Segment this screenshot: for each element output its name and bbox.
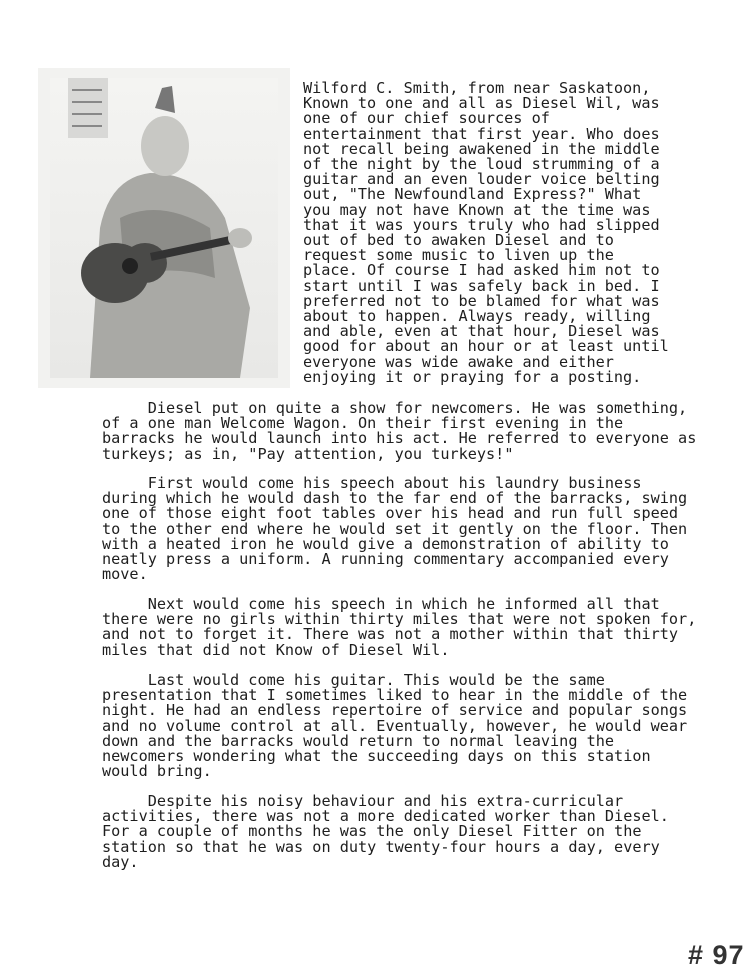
paragraph-laundry: First would come his speech about his laundry business during which he would dash to the far end of the barracks, swing one of those eight foot tables over his head and run full speed to the other end where he would set it gently on the floor. Then with a heated iron he would give a demonstration of ability to neatly press a uniform. A running commentary accompanied every move. (102, 474, 688, 584)
photo-man-with-guitar (38, 68, 290, 388)
page-number: # 97 (688, 940, 745, 970)
paragraph-girls: Next would come his speech in which he informed all that there were no girls within thirty miles that were not spoken for, and not to forget it. There was not a mother within that thirty miles that did not Know of Diesel Wil. (102, 595, 697, 659)
photo-image (50, 78, 278, 378)
paragraph-dedication: Despite his noisy behaviour and his extra-curricular activities, there was not a more dedicated worker than Diesel. For a couple of months he was the only Diesel Fitter on the station so that he was on duty twenty-four hours a day, every day. (102, 792, 669, 871)
intro-paragraph: Wilford C. Smith, from near Saskatoon, Known to one and all as Diesel Wil, was one of our chief sources of entertainment that first year. Who does not recall being awakened in the middle of the night by the loud strumming of a guitar and an even louder voice belting out, "The Newfoundland Express?" What you may not have Known at the time was that it was yours truly who had slipped out of bed to awaken Diesel and to request some music to liven up the place. Of course I had asked him not to start until I was safely back in bed. I preferred not to be blamed for what was about to happen. Always ready, willing and able, even at that hour, Diesel was good for about an hour or at least until everyone was wide awake and either enjoying it or praying for a posting. (303, 79, 669, 386)
paragraph-guitar: Last would come his guitar. This would be the same presentation that I sometimes liked to hear in the middle of the night. He had an endless repertoire of service and popular songs and no volume control at all. Eventually, however, he would wear down and the barracks would return to normal leaving the newcomers wondering what the succeeding days on this station would bring. (102, 671, 688, 781)
photo-illustration (50, 78, 278, 378)
paragraph-show: Diesel put on quite a show for newcomers. He was something, of a one man Welcome Wagon. On their first evening in the barracks he would launch into his act. He referred to everyone as turkeys; as in, "Pay attention, you turkeys!" (102, 399, 697, 463)
